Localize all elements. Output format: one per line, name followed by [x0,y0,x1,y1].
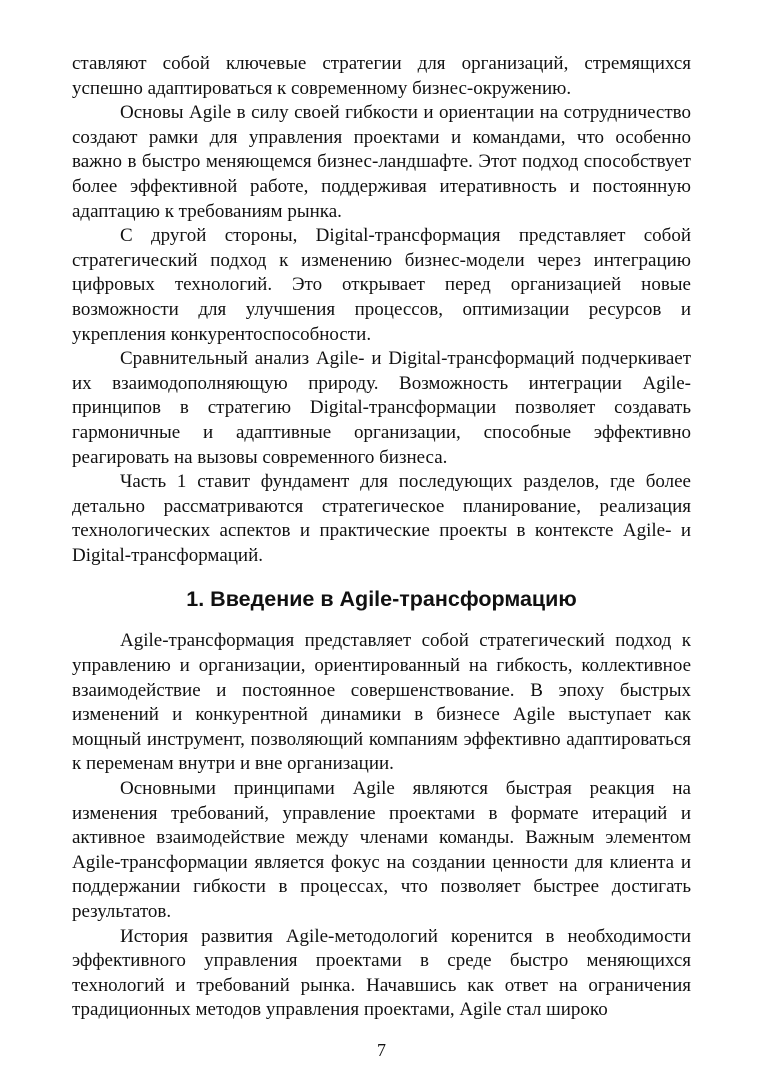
page-number: 7 [377,1040,386,1060]
paragraph-digital-transformation: С другой стороны, Digital-трансформация представляет собой стратегический подход к изменению бизнес-модели через интеграцию цифровых технологий. Это открывает перед организацией новые возможности для улучшения процессов, оптимизации ресурсов и укрепления конкурентоспособности. [72,225,691,345]
paragraph-continuation: ставляют собой ключевые стратегии для организаций, стремящихся успешно адаптироваться к современному бизнес-окружению. [72,53,691,99]
page-body [72,52,691,1023]
paragraph-comparative-analysis: Сравнительный анализ Agile- и Digital-трансформаций подчеркивает их взаимодополняющую природу. Возможность интеграции Agile-принципов в стратегию Digital-трансформации позволяет создавать гармоничные и адаптивные организации, способные эффективно реагировать на вызовы современного бизнеса. [72,348,691,468]
paragraph-agile-principles: Основными принципами Agile являются быстрая реакция на изменения требований, управление проектами в формате итераций и активное взаимодействие между членами команды. Важным элементом Agile-трансформации является фокус на создании ценности для клиента и поддержании гибкости в процессах, что позволяет быстрее достигать результатов. [72,778,691,922]
section-heading: 1. Введение в Agile-трансформацию [186,587,577,612]
paragraph-agile-transformation-definition: Agile-трансформация представляет собой стратегический подход к управлению и организации, ориентированный на гибкость, коллективное взаимодействие и постоянное совершенствование. В эпоху быстрых изменений и конкурентной динамики в бизнесе Agile выступает как мощный инструмент, позволяющий компаниям эффективно адаптироваться к переменам внутри и вне организации. [72,630,691,775]
paragraph-part-one-summary: Часть 1 ставит фундамент для последующих разделов, где более детально рассматриваются стратегическое планирование, реализация технологических аспектов и практические проекты в контексте Agile- и Digital-трансформаций. [72,471,691,566]
paragraph-agile-basics: Основы Agile в силу своей гибкости и ориентации на сотрудничество создают рамки для управления проектами и командами, что особенно важно в быстро меняющемся бизнес-ландшафте. Этот подход способствует более эффективной работе, поддерживая итеративность и постоянную адаптацию к требованиям рынка. [72,102,691,222]
paragraph-agile-history: История развития Agile-методологий коренится в необходимости эффективного управления проектами в среде быстро меняющихся технологий и требований рынка. Начавшись как ответ на ограничения традиционных методов управления проектами, Agile стал широко [72,925,691,1021]
